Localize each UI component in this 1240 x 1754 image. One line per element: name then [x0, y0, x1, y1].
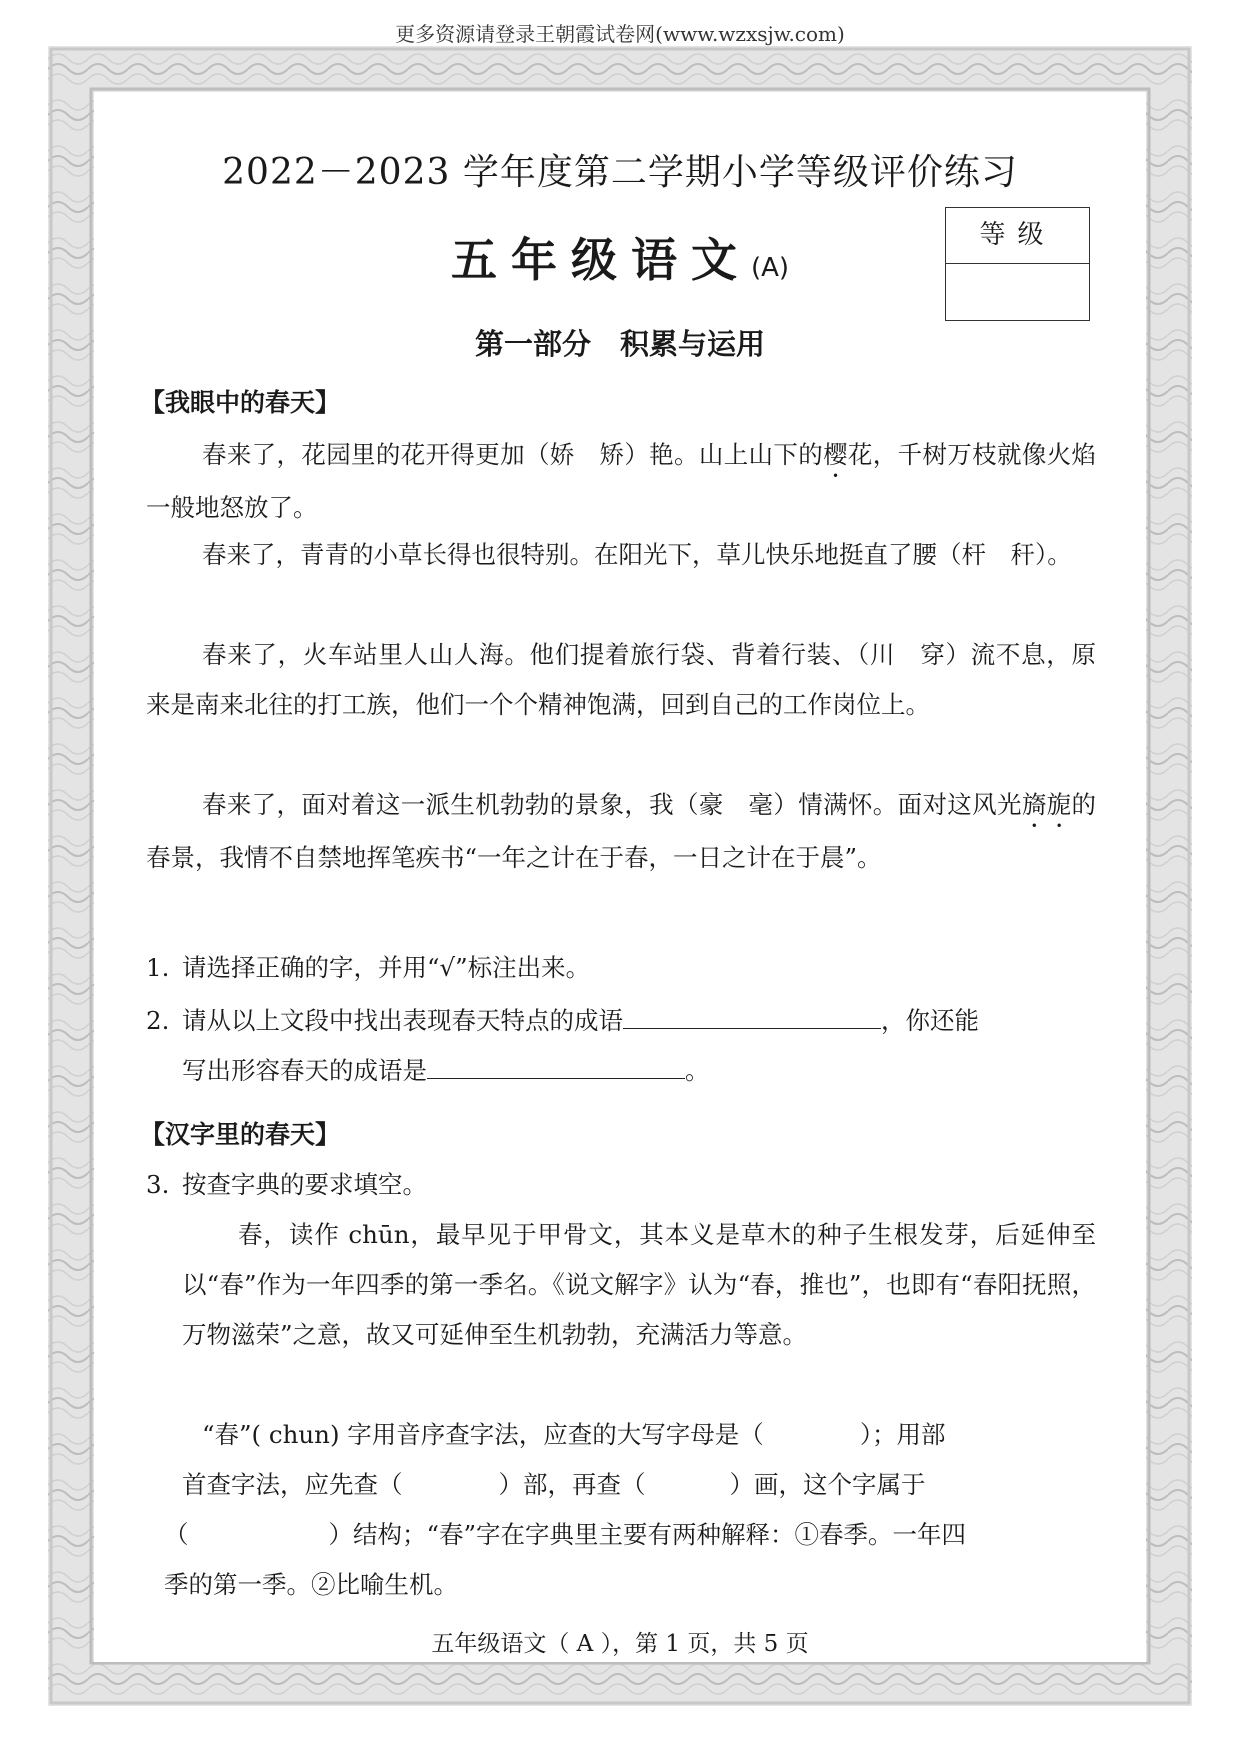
dictionary-line-4: 季的第一季。②比喻生机。 — [164, 1570, 458, 1599]
question-text: 请从以上文段中找出表现春天特点的成语 — [182, 1006, 623, 1035]
section-heading-characters: 【汉字里的春天】 — [140, 1120, 341, 1149]
dictionary-question — [146, 1410, 1096, 1610]
section-heading-spring: 【我眼中的春天】 — [140, 388, 341, 417]
passage-paragraph-1 — [146, 430, 1096, 533]
subject-variant: (A) — [750, 253, 790, 283]
question-text: 。 — [685, 1056, 710, 1085]
question-number: 3. — [146, 1170, 170, 1199]
dictionary-passage: 春，读作 chūn，最早见于甲骨文，其本义是草木的种子生根发芽，后延伸至以“春”作为一年四季的第一季名。《说文解字》认为“春，推也”，也即有“春阳抚照，万物滋荣”之意，故又可延伸至生机勃勃，充满活力等意。 — [182, 1220, 1096, 1349]
dictionary-line-2 — [146, 1460, 1096, 1510]
passage-paragraph-3: 春来了，火车站里人山人海。他们提着旅行袋、背着行装、（川 穿）流不息，原来是南来北往的打工族，他们一个个精神饱满，回到自己的工作岗位上。 — [146, 640, 1096, 719]
subject-name: 五年级语文 — [450, 233, 751, 287]
question-text: ）结构；“春”字在字典里主要有两种解释：①春季。一年四 — [328, 1520, 967, 1549]
question-text: ）；用部 — [859, 1420, 946, 1449]
exam-title: 2022－2023 学年度第二学期小学等级评价练习 — [222, 152, 1018, 193]
question-text: ）部，再查（ — [498, 1470, 646, 1499]
passage-paragraph-2: 春来了，青青的小草长得也很特别。在阳光下，草儿快乐地挺直了腰（杆 秆）。 — [202, 540, 1072, 569]
question-text: 按查字典的要求填空。 — [182, 1170, 427, 1199]
question-text: 首查字法，应先查（ — [182, 1470, 403, 1499]
passage-text: 春来了，面对着这一派生机勃勃的景象，我（豪 毫）情满怀。面对这风光 — [202, 790, 1022, 819]
passage-paragraph-4 — [146, 780, 1096, 883]
emphasized-char: 樱 — [823, 440, 848, 469]
dictionary-line-3 — [146, 1510, 1096, 1560]
answer-blank-idioms[interactable] — [623, 1002, 881, 1029]
grade-box — [945, 207, 1090, 321]
answer-blank-spring-idioms[interactable] — [427, 1052, 685, 1079]
dictionary-line-1 — [146, 1410, 1096, 1460]
passage-text: 的春景，我情不自禁地挥笔疾书“一年之计在于春，一日之计在于晨”。 — [146, 790, 1096, 872]
question-1 — [146, 943, 1096, 993]
part-title: 第一部分 积累与运用 — [474, 327, 765, 361]
emphasized-word: 旖旎 — [1021, 790, 1072, 819]
page-footer: 五年级语文（ A ），第 1 页，共 5 页 — [431, 1631, 809, 1657]
question-text: ，你还能 — [881, 1006, 979, 1035]
question-text: “春”( chun) 字用音序查字法，应查的大写字母是（ — [202, 1420, 764, 1449]
question-2 — [146, 996, 1096, 1096]
passage-text: 春来了，花园里的花开得更加（娇 矫）艳。山上山下的 — [202, 440, 824, 469]
question-3 — [146, 1160, 1096, 1210]
question-text: 写出形容春天的成语是 — [182, 1056, 427, 1085]
grade-box-label: 等级 — [946, 208, 1089, 264]
passage-text: 花，千树万枝就像火焰一般地怒放了。 — [146, 440, 1097, 522]
question-text: （ — [164, 1520, 189, 1549]
watermark-text: 更多资源请登录王朝霞试卷网(www.wzxsjw.com) — [395, 22, 845, 46]
question-text: ）画，这个字属于 — [729, 1470, 926, 1499]
question-number: 1. — [146, 953, 170, 982]
question-text: 请选择正确的字，并用“√”标注出来。 — [182, 953, 591, 982]
grade-box-field[interactable] — [946, 264, 1089, 319]
question-number: 2. — [146, 1006, 170, 1035]
